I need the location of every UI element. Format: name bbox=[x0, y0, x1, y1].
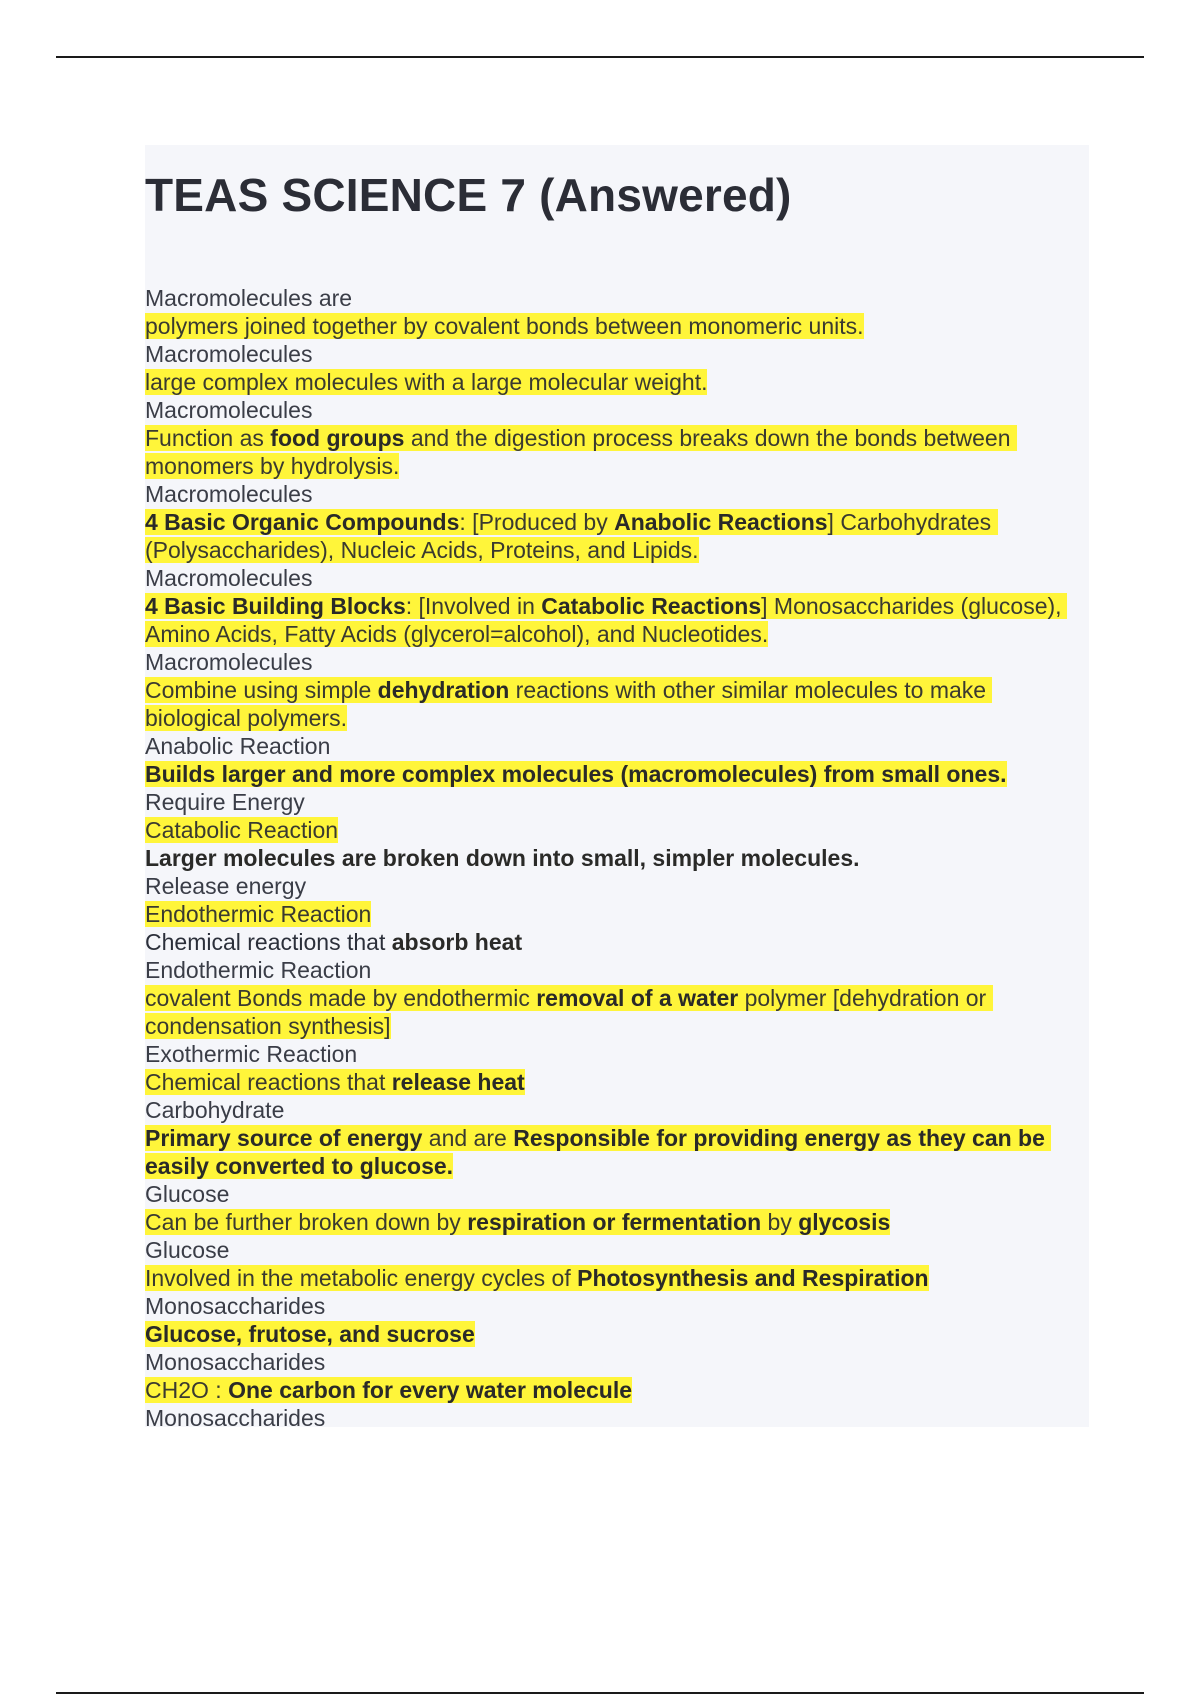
bold-text: Anabolic Reactions bbox=[614, 509, 828, 535]
line-text bbox=[145, 1097, 284, 1123]
definition-line bbox=[145, 312, 1085, 340]
line-text bbox=[145, 1349, 325, 1375]
definition-line bbox=[145, 928, 1085, 956]
document-title: TEAS SCIENCE 7 (Answered) bbox=[145, 169, 792, 221]
term-line bbox=[145, 284, 1085, 312]
line-text bbox=[145, 733, 330, 759]
line-text bbox=[145, 957, 371, 983]
line-text bbox=[145, 1237, 229, 1263]
flashcard-list bbox=[145, 284, 1085, 1432]
bold-text: release heat bbox=[391, 1069, 525, 1095]
highlighted-text bbox=[145, 1209, 890, 1235]
line-text bbox=[145, 845, 860, 871]
bold-text: removal of a water bbox=[536, 985, 739, 1011]
text-run: Endothermic Reaction bbox=[145, 957, 372, 983]
text-run: ] Monosaccharides (glucose), Amino Acids, Fatty Acids (glycerol=alcohol), and Nucleotides. bbox=[145, 593, 1067, 647]
highlighted-text bbox=[145, 1069, 525, 1095]
text-run: and are bbox=[422, 1125, 514, 1151]
top-divider bbox=[56, 56, 1144, 58]
text-run: covalent Bonds made by endothermic bbox=[145, 985, 537, 1011]
highlighted-text bbox=[145, 761, 1007, 787]
bold-text: Primary source of energy bbox=[145, 1125, 423, 1151]
bold-text: One carbon for every water molecule bbox=[228, 1377, 633, 1403]
text-run: Release energy bbox=[145, 873, 307, 899]
text-run: Macromolecules bbox=[145, 649, 313, 675]
highlighted-text bbox=[145, 985, 993, 1039]
term-line bbox=[145, 872, 1085, 900]
term-line bbox=[145, 1236, 1085, 1264]
line-text bbox=[145, 1293, 325, 1319]
text-run: CH2O : bbox=[145, 1377, 229, 1403]
text-run: Require Energy bbox=[145, 789, 305, 815]
definition-line bbox=[145, 368, 1085, 396]
definition-line bbox=[145, 676, 1085, 732]
highlighted-text bbox=[145, 1125, 1051, 1179]
line-text bbox=[145, 929, 522, 955]
definition-line bbox=[145, 844, 1085, 872]
bold-text: Photosynthesis and Respiration bbox=[577, 1265, 929, 1291]
text-run: Carbohydrate bbox=[145, 1097, 285, 1123]
line-text bbox=[145, 481, 312, 507]
highlighted-text bbox=[145, 369, 707, 395]
text-run: reactions with other similar molecules to make biological polymers. bbox=[145, 677, 993, 731]
bold-text: Responsible for providing energy as they can be easily converted to glucose. bbox=[145, 1125, 1052, 1179]
term-line bbox=[145, 396, 1085, 424]
text-run: polymer [dehydration or condensation synthesis] bbox=[145, 985, 993, 1039]
text-run: Anabolic Reaction bbox=[145, 733, 331, 759]
text-run: Macromolecules bbox=[145, 341, 313, 367]
text-run: polymers joined together by covalent bonds between monomeric units. bbox=[145, 313, 864, 339]
bold-text: Larger molecules are broken down into small, simpler molecules. bbox=[145, 845, 860, 871]
text-run: by bbox=[761, 1209, 799, 1235]
definition-line bbox=[145, 1320, 1085, 1348]
line-text bbox=[145, 341, 312, 367]
line-text bbox=[145, 397, 312, 423]
line-text bbox=[145, 873, 306, 899]
text-run: Can be further broken down by bbox=[145, 1209, 468, 1235]
definition-line bbox=[145, 816, 1085, 844]
term-line bbox=[145, 1348, 1085, 1376]
term-line bbox=[145, 1292, 1085, 1320]
text-run: Macromolecules bbox=[145, 397, 313, 423]
highlighted-text bbox=[145, 509, 998, 563]
term-line bbox=[145, 480, 1085, 508]
highlighted-text bbox=[145, 593, 1067, 647]
term-line bbox=[145, 340, 1085, 368]
definition-line bbox=[145, 900, 1085, 928]
line-text bbox=[145, 789, 305, 815]
text-run: Catabolic Reaction bbox=[145, 817, 339, 843]
definition-line bbox=[145, 1264, 1085, 1292]
definition-line bbox=[145, 424, 1085, 480]
definition-line bbox=[145, 592, 1085, 648]
definition-line bbox=[145, 760, 1085, 788]
text-run: Exothermic Reaction bbox=[145, 1041, 358, 1067]
text-run: Monosaccharides bbox=[145, 1349, 326, 1375]
line-text bbox=[145, 565, 312, 591]
definition-line bbox=[145, 508, 1085, 564]
highlighted-text bbox=[145, 1321, 475, 1347]
highlighted-text bbox=[145, 313, 864, 339]
term-line bbox=[145, 564, 1085, 592]
term-line bbox=[145, 1404, 1085, 1432]
term-line bbox=[145, 1096, 1085, 1124]
term-line bbox=[145, 732, 1085, 760]
text-run: Chemical reactions that bbox=[145, 1069, 392, 1095]
text-run: Function as bbox=[145, 425, 271, 451]
text-run: Glucose bbox=[145, 1237, 230, 1263]
text-run: Chemical reactions that bbox=[145, 929, 392, 955]
highlighted-text bbox=[145, 425, 1017, 479]
bold-text: food groups bbox=[270, 425, 405, 451]
highlighted-text bbox=[145, 1265, 929, 1291]
term-line bbox=[145, 648, 1085, 676]
bold-text: Glucose, frutose, and sucrose bbox=[145, 1321, 475, 1347]
text-run: : [Produced by bbox=[459, 509, 615, 535]
text-run: Combine using simple bbox=[145, 677, 378, 703]
text-run: : [Involved in bbox=[405, 593, 542, 619]
text-run: Monosaccharides bbox=[145, 1293, 326, 1319]
term-line bbox=[145, 1040, 1085, 1068]
term-line bbox=[145, 956, 1085, 984]
highlighted-text bbox=[145, 677, 992, 731]
definition-line bbox=[145, 1376, 1085, 1404]
highlighted-text bbox=[145, 817, 338, 843]
highlighted-text bbox=[145, 1377, 632, 1403]
bold-text: absorb heat bbox=[391, 929, 523, 955]
line-text bbox=[145, 649, 312, 675]
definition-line bbox=[145, 984, 1085, 1040]
bold-text: dehydration bbox=[377, 677, 510, 703]
definition-line bbox=[145, 1068, 1085, 1096]
line-text bbox=[145, 285, 352, 311]
text-run: Involved in the metabolic energy cycles of bbox=[145, 1265, 578, 1291]
definition-line bbox=[145, 1124, 1085, 1180]
bold-text: glycosis bbox=[798, 1209, 891, 1235]
text-run: and the digestion process breaks down the bonds between monomers by hydrolysis. bbox=[145, 425, 1017, 479]
bold-text: Builds larger and more complex molecules (macromolecules) from small ones. bbox=[145, 761, 1007, 787]
text-run: Glucose bbox=[145, 1181, 230, 1207]
term-line bbox=[145, 788, 1085, 816]
text-run: Monosaccharides bbox=[145, 1405, 326, 1431]
bold-text: respiration or fermentation bbox=[467, 1209, 762, 1235]
line-text bbox=[145, 1405, 325, 1431]
text-run: Macromolecules bbox=[145, 481, 313, 507]
text-run: Macromolecules are bbox=[145, 285, 353, 311]
text-run: large complex molecules with a large molecular weight. bbox=[145, 369, 708, 395]
definition-line bbox=[145, 1208, 1085, 1236]
line-text bbox=[145, 1181, 229, 1207]
text-run: Macromolecules bbox=[145, 565, 313, 591]
line-text bbox=[145, 1041, 357, 1067]
text-run: Endothermic Reaction bbox=[145, 901, 372, 927]
bold-text: 4 Basic Organic Compounds bbox=[145, 509, 460, 535]
bold-text: Catabolic Reactions bbox=[541, 593, 762, 619]
highlighted-text bbox=[145, 901, 371, 927]
term-line bbox=[145, 1180, 1085, 1208]
bold-text: 4 Basic Building Blocks bbox=[145, 593, 406, 619]
bottom-divider bbox=[56, 1692, 1144, 1694]
text-run: ] Carbohydrates (Polysaccharides), Nucleic Acids, Proteins, and Lipids. bbox=[145, 509, 998, 563]
